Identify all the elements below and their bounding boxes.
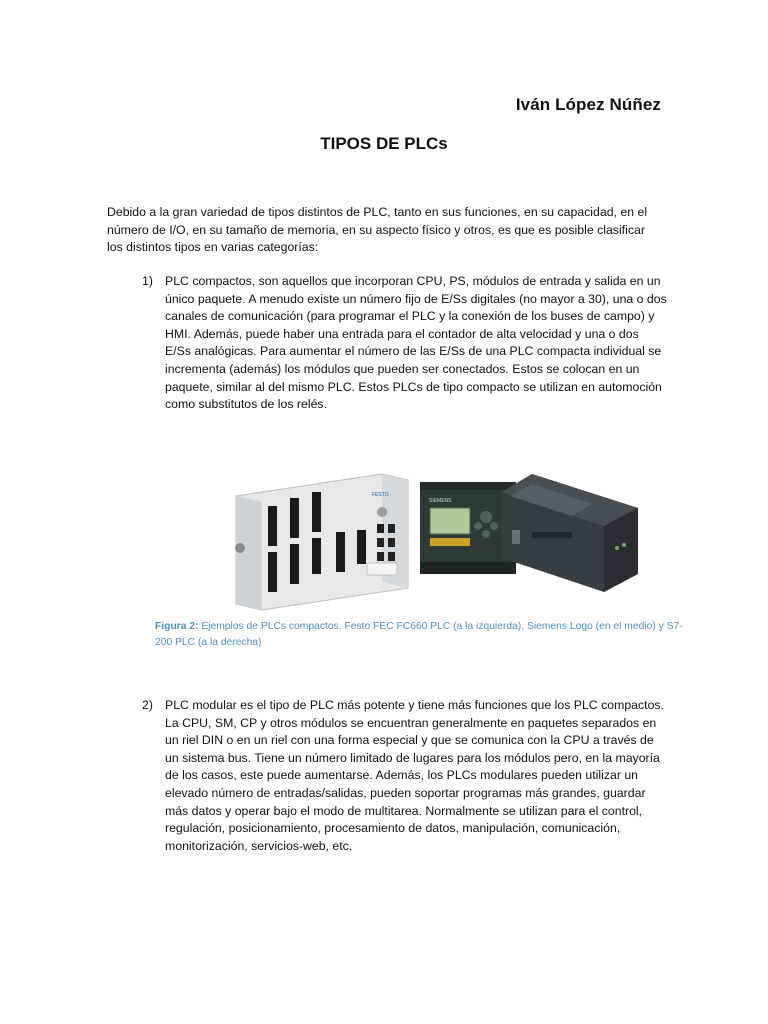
list-item-text: PLC compactos, son aquellos que incorporan CPU, PS, módulos de entrada y salida en un único paquete. A menudo existe un número fijo de E/Ss digitales (no mayor a 30), una o dos canales de comunicación (para programar el PLC y la conexión de los buses de campo) y HMI. Además, puede haber una entrada para el contador de alta velocidad y una o dos E/Ss analógicas. Para aumentar el número de las E/Ss de una PLC compacta individual se incrementa (además) los módulos que pueden ser conectados. Estos se colocan en un paquete, similar al del mismo PLC. Estos PLCs de tipo compacto se utilizan en automoción como substitutos de los relés. xyxy=(165,274,667,412)
festo-plc-image xyxy=(235,474,408,610)
plc-illustration xyxy=(232,468,638,616)
list-item-compact-plc xyxy=(142,273,668,414)
list-item-text: PLC modular es el tipo de PLC más potente y tiene más funciones que los PLC compactos. La CPU, SM, CP y otros módulos se encuentran generalmente en paquetes separados en un riel DIN o en un riel con una forma especial y que se comunica con la CPU a través de un sistema bus. Tiene un número limitado de lugares para los módulos pero, en la mayoría de los casos, este puede aumentarse. Además, los PLCs modulares pueden utilizar un elevado número de entradas/salidas, pueden soportar programas más grandes, guardar más datos y operar bajo el modo de multitarea. Normalmente se utilizan para el control, regulación, posicionamiento, procesamiento de datos, manipulación, comunicación, monitorización, servicios-web, etc. xyxy=(165,698,664,853)
list-item-number: 2) xyxy=(142,698,153,712)
list-item-number: 1) xyxy=(142,274,153,288)
siemens-s7-200-image xyxy=(502,474,638,592)
list-item-modular-plc xyxy=(142,697,668,855)
siemens-device-label: SIEMENS xyxy=(429,498,452,504)
figure-caption-label: Figura 2: xyxy=(155,621,199,632)
author-name: Iván López Núñez xyxy=(515,95,661,114)
figure-plc-photos xyxy=(232,468,638,616)
siemens-logo-image xyxy=(420,482,516,574)
figure-caption-text: Ejemplos de PLCs compactos. Festo FEC FC660 PLC (a la izquierda), Siemens Logo (en el medio) y S7-200 PLC (a la derecha) xyxy=(155,621,683,648)
figure-caption xyxy=(155,619,695,651)
festo-device-label: FESTO xyxy=(372,492,389,498)
document-title: TIPOS DE PLCs xyxy=(320,134,448,153)
intro-paragraph: Debido a la gran variedad de tipos distintos de PLC, tanto en sus funciones, en su capacidad, en el número de I/O, en su tamaño de memoria, en su aspecto físico y otros, es que es posible clasificar los distintos tipos en varias categorías: xyxy=(107,205,648,255)
